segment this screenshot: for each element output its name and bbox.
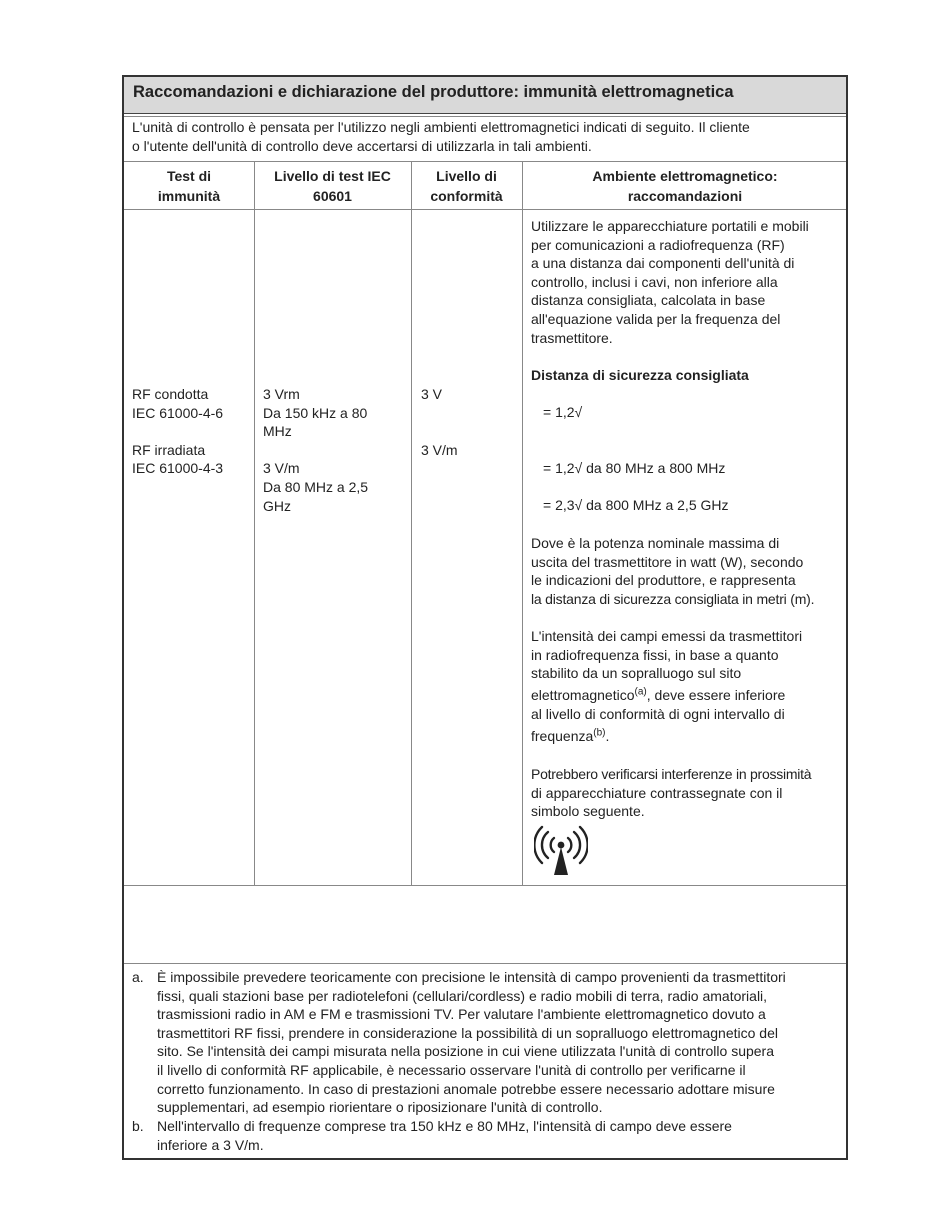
divider	[124, 963, 846, 964]
footnote-a-text: trasmettitori RF fissi, prendere in considerazione la possibilità di un sopralluogo elettromagnetico del	[157, 1024, 778, 1041]
footnote-a-mark: a.	[132, 969, 144, 985]
header-line: conformità	[430, 188, 503, 204]
formula: = 2,3√ da 800 MHz a 2,5 GHz	[543, 497, 729, 513]
divider	[124, 209, 846, 210]
cell-text: 3 V	[421, 386, 443, 402]
cell-text: 3 Vrm	[263, 386, 300, 402]
footnote-a-text: il livello di conformità RF applicabile, è necessario osservare l'unità di controllo per verificarne il	[157, 1062, 746, 1078]
header-line: immunità	[157, 188, 221, 204]
divider	[124, 116, 846, 117]
env-text: Utilizzare le apparecchiature portatili e mobili	[531, 218, 809, 234]
footnote-a-text: trasmissioni radio in AM e FM e trasmissioni TV. Per valutare l'ambiente elettromagnetico dovuto a	[157, 1006, 766, 1023]
env-text: Dove è la potenza nominale massima di	[531, 535, 780, 551]
footnote-ref-b: (b)	[593, 727, 606, 739]
cell-text: 3 V/m	[421, 441, 458, 458]
intro-line: o l'utente dell'unità di controllo deve accertarsi di utilizzarla in tali ambienti.	[132, 138, 592, 154]
divider	[124, 885, 846, 886]
footnote-a-text: sito. Se l'intensità dei campi misurata nella posizione in cui viene utilizzata l'unità di controllo supera	[157, 1043, 775, 1060]
env-text: di apparecchiature contrassegnate con il	[531, 784, 783, 801]
env-text: L'intensità dei campi emessi da trasmettitori	[531, 628, 803, 644]
header-line: Livello di	[436, 168, 497, 184]
env-text	[531, 686, 785, 705]
footnote-b-text: inferiore a 3 V/m.	[157, 1136, 264, 1153]
safety-distance-heading: Distanza di sicurezza consigliata	[531, 367, 749, 383]
cell-text: IEC 61000-4-6	[132, 404, 224, 421]
table-title-bar	[124, 77, 846, 114]
env-text	[531, 727, 609, 746]
footnote-b-text: Nell'intervallo di frequenze comprese tra 150 kHz e 80 MHz, l'intensità di campo deve essere	[157, 1118, 732, 1134]
env-text-part: .	[605, 728, 610, 744]
env-text: al livello di conformità di ogni intervallo di	[531, 706, 785, 722]
footnote-b-mark: b.	[132, 1118, 144, 1134]
env-text: simbolo seguente.	[531, 803, 645, 820]
env-text: all'equazione valida per la frequenza del	[531, 311, 781, 327]
intro-line: L'unità di controllo è pensata per l'utilizzo negli ambienti elettromagnetici indicati di seguito. Il cliente	[132, 119, 750, 135]
env-text: la distanza di sicurezza consigliata in metri (m).	[531, 590, 815, 607]
cell-text: 3 V/m	[263, 460, 300, 477]
table-title: Raccomandazioni e dichiarazione del produttore: immunità elettromagnetica	[133, 83, 734, 101]
formula: = 1,2√ da 80 MHz a 800 MHz	[543, 460, 726, 476]
env-text: controllo, inclusi i cavi, non inferiore alla	[531, 273, 778, 290]
env-text-part: , deve essere inferiore	[646, 687, 786, 703]
header-line: raccomandazioni	[627, 188, 743, 204]
declaration-table	[122, 75, 848, 1160]
header-iec-level	[254, 166, 411, 206]
header-environment	[522, 166, 848, 206]
header-test	[124, 166, 254, 206]
env-text: in radiofrequenza fissi, in base a quanto	[531, 646, 779, 663]
cell-text: Da 150 kHz a 80	[263, 404, 368, 421]
footnote-a-text: corretto funzionamento. In caso di prestazioni anomale potrebbe essere necessario adottare misure	[157, 1080, 775, 1097]
cell-text: RF irradiata	[132, 441, 206, 458]
cell-text: Da 80 MHz a 2,5	[263, 479, 369, 495]
cell-text: RF condotta	[132, 386, 209, 402]
header-line: Ambiente elettromagnetico:	[592, 168, 778, 184]
column-divider	[522, 161, 523, 886]
footnote-a-text: supplementari, ad esempio riorientare o riposizionare l'unità di controllo.	[157, 1099, 603, 1116]
formula: = 1,2√	[543, 404, 583, 420]
header-line: Livello di test IEC	[274, 168, 391, 184]
header-compliance	[411, 166, 522, 206]
env-text: distanza consigliata, calcolata in base	[531, 292, 766, 309]
env-text: stabilito da un sopralluogo sul sito	[531, 665, 742, 682]
env-text-part: frequenza	[531, 728, 594, 744]
cell-text: MHz	[263, 423, 292, 440]
cell-text: IEC 61000-4-3	[132, 460, 224, 477]
env-text: trasmettitore.	[531, 329, 613, 346]
cell-text: GHz	[263, 497, 291, 514]
column-divider	[411, 161, 412, 886]
env-text: a una distanza dai componenti dell'unità di	[531, 255, 795, 272]
env-text: le indicazioni del produttore, e rappresenta	[531, 572, 796, 589]
env-text: uscita del trasmettitore in watt (W), secondo	[531, 553, 804, 570]
footnote-a-text: È impossibile prevedere teoricamente con precisione le intensità di campo provenienti da trasmettitori	[157, 969, 786, 985]
env-text-part: elettromagnetico	[531, 687, 635, 703]
env-text: per comunicazioni a radiofrequenza (RF)	[531, 236, 785, 253]
header-line: 60601	[313, 188, 352, 204]
column-divider	[254, 161, 255, 886]
header-line: Test di	[166, 168, 212, 184]
radio-transmitter-icon	[534, 825, 588, 877]
env-text: Potrebbero verificarsi interferenze in prossimità	[531, 766, 812, 782]
footnote-ref-a: (a)	[634, 686, 647, 698]
divider	[124, 161, 846, 162]
footnote-a-text: fissi, quali stazioni base per radiotelefoni (cellulari/cordless) e radio mobili di terra, radio amatoriali,	[157, 987, 768, 1004]
